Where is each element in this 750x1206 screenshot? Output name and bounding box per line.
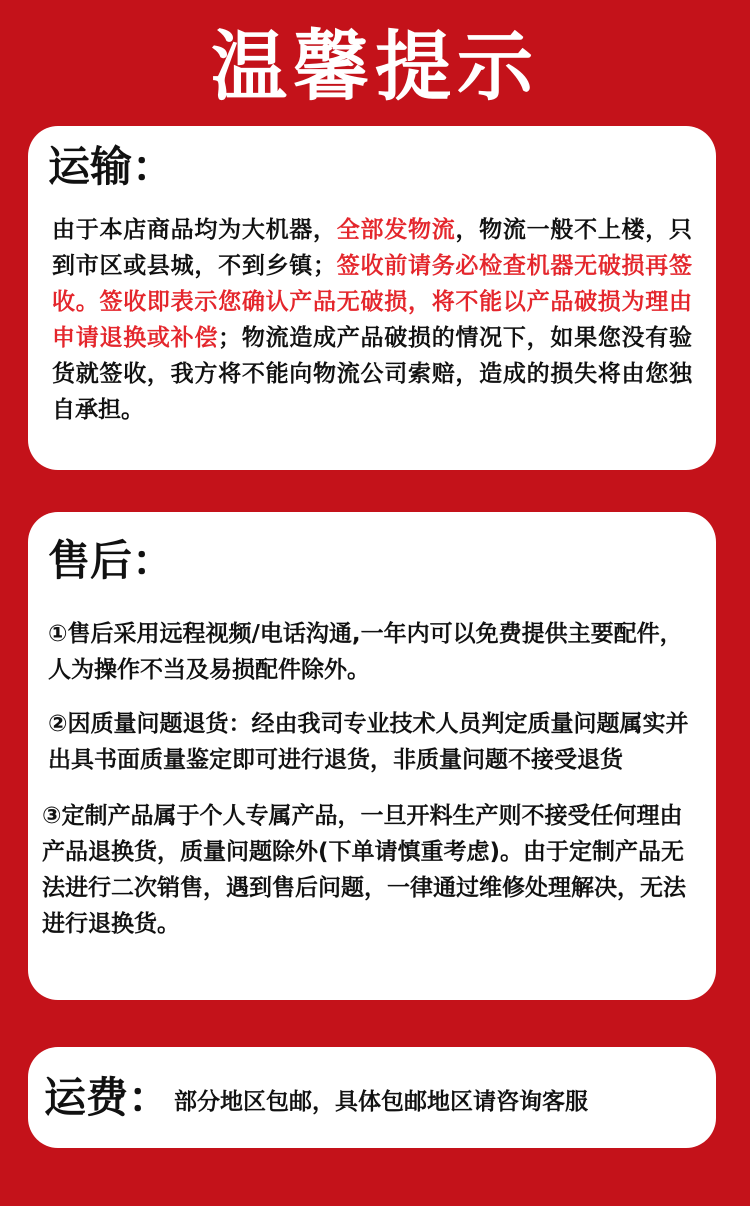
transport-segment: 由于本店商品均为大机器，: [52, 217, 337, 243]
transport-segment-highlight: 签收前请务必检查机器无破损再签收。签收即表示您确认产品无破损，将不能以产品破损为理由申请退换或补偿: [52, 253, 693, 351]
transport-heading: 运输：: [48, 142, 175, 191]
transport-segment: ，物流一般不上楼，只到市区或县城，不到乡镇；: [52, 217, 693, 279]
after-sales-card: [28, 512, 716, 1000]
transport-segment: ；物流造成产品破损的情况下，如果您没有验货就签收，我方将不能向物流公司索赔，造成的损失将由您独自承担。: [52, 325, 693, 423]
after-sales-item-1: ①售后采用远程视频/电话沟通,一年内可以免费提供主要配件，人为操作不当及易损配件除外。: [48, 621, 683, 683]
shipping-heading: 运费：: [44, 1072, 171, 1122]
after-sales-item-3: ③定制产品属于个人专属产品，一旦开料生产则不接受任何理由产品退换货，质量问题除外(下单请慎重考虑)。由于定制产品无法进行二次销售，遇到售后问题，一律通过维修处理解决，无法进行退换货。: [42, 803, 686, 937]
shipping-card: [28, 1047, 716, 1148]
transport-card: [28, 126, 716, 470]
transport-text: [50, 212, 694, 428]
after-sales-heading: 售后：: [48, 536, 175, 585]
transport-segment-highlight: 全部发物流: [336, 217, 456, 243]
shipping-text: 部分地区包邮，具体包邮地区请咨询客服: [174, 1089, 589, 1115]
after-sales-item-2: ②因质量问题退货：经由我司专业技术人员判定质量问题属实并出具书面质量鉴定即可进行退货，非质量问题不接受退货: [48, 711, 689, 773]
page-title: 温馨提示: [211, 22, 539, 111]
